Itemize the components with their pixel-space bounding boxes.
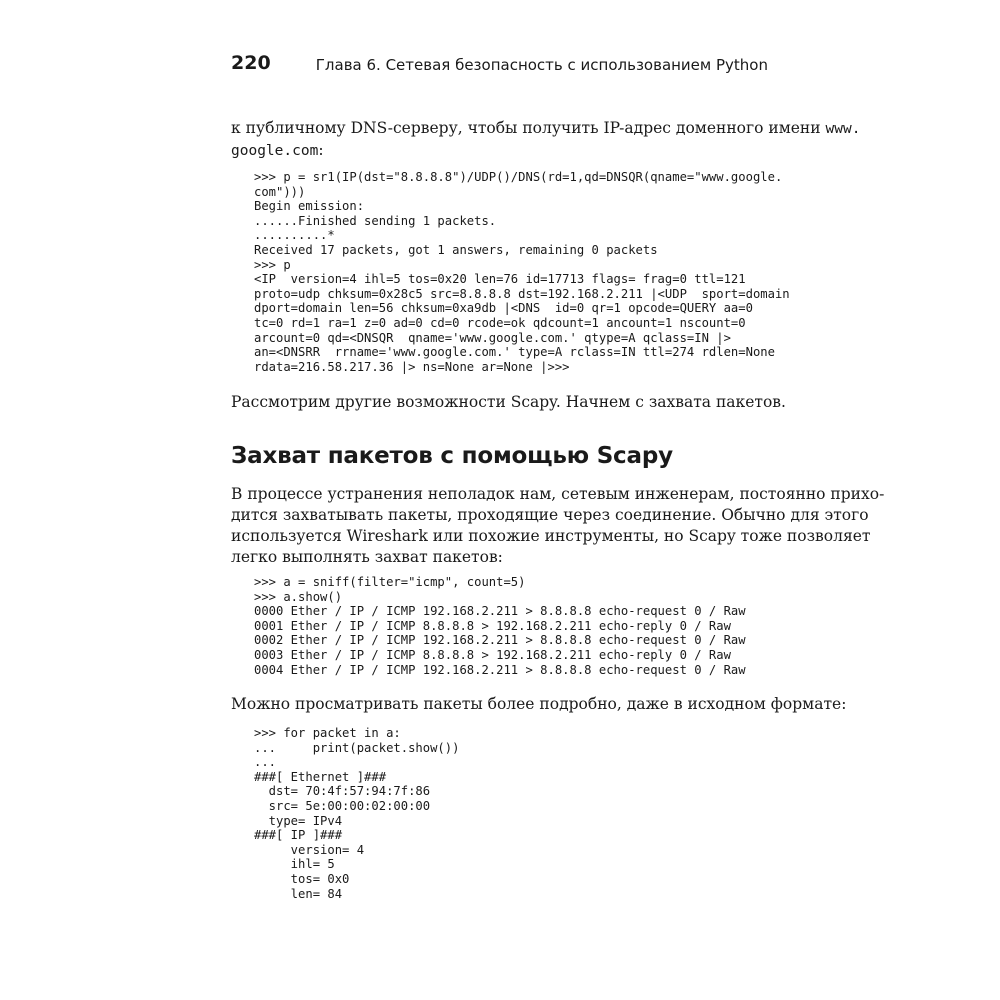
code-line: 0000 Ether / IP / ICMP 192.168.2.211 > 8.8.8.8 echo-request 0 / Raw (254, 604, 746, 619)
code-line: tc=0 rd=1 ra=1 z=0 ad=0 cd=0 rcode=ok qdcount=1 ancount=1 nscount=0 (254, 315, 746, 330)
code-line: >>> a = sniff(filter="icmp", count=5) (254, 575, 526, 589)
code-line: >>> p (254, 257, 291, 272)
intro-paragraph (231, 118, 861, 162)
code-line: 0003 Ether / IP / ICMP 8.8.8.8 > 192.168.2.211 echo-reply 0 / Raw (254, 647, 731, 662)
inline-code-domain-part1: www. (825, 121, 861, 137)
code-line: dport=domain len=56 chksum=0xa9db |<DNS id=0 qr=1 opcode=QUERY aa=0 (254, 301, 753, 316)
code-line: type= IPv4 (254, 813, 343, 828)
code-line: com"))) (254, 184, 306, 199)
section-paragraph-line: В процессе устранения неполадок нам, сетевым инженерам, постоянно прихо- (231, 485, 885, 503)
code-line: 0004 Ether / IP / ICMP 192.168.2.211 > 8.8.8.8 echo-request 0 / Raw (254, 662, 746, 677)
code-line: src= 5e:00:00:02:00:00 (254, 798, 431, 813)
section-heading: Захват пакетов с помощью Scapy (231, 443, 673, 469)
code-line: ###[ Ethernet ]### (254, 769, 387, 784)
code-line: Received 17 packets, got 1 answers, remaining 0 packets (254, 242, 658, 257)
paragraph-scapy-capabilities (231, 392, 786, 413)
paragraph-detailed-view (231, 694, 847, 715)
inline-code-domain-part2: google.com (231, 143, 319, 159)
code-line: ......Finished sending 1 packets. (254, 213, 497, 228)
intro-line-1 (231, 118, 861, 140)
code-line: arcount=0 qd=<DNSQR qname='www.google.com.' qtype=A qclass=IN |> (254, 330, 731, 345)
code-block-sniff (254, 575, 746, 677)
section-paragraph-line: используется Wireshark или похожие инструменты, но Scapy тоже позволяет (231, 527, 871, 545)
intro-tail: : (318, 141, 324, 159)
intro-text: к публичному DNS-серверу, чтобы получить IP-адрес доменного имени (231, 119, 826, 137)
intro-line-2 (231, 140, 771, 162)
code-line: >>> a.show() (254, 589, 343, 604)
code-line: Begin emission: (254, 199, 365, 214)
code-line: 0002 Ether / IP / ICMP 192.168.2.211 > 8.8.8.8 echo-request 0 / Raw (254, 633, 746, 648)
code-line: dst= 70:4f:57:94:7f:86 (254, 784, 431, 799)
code-line: ... print(packet.show()) (254, 740, 460, 755)
code-line: version= 4 (254, 842, 365, 857)
code-line: ..........* (254, 228, 335, 243)
paragraph-line: Можно просматривать пакеты более подробно, даже в исходном формате: (231, 695, 847, 713)
code-block-packet-show (254, 726, 459, 901)
code-line: tos= 0x0 (254, 871, 350, 886)
code-line: ###[ IP ]### (254, 828, 343, 843)
code-line: >>> p = sr1(IP(dst="8.8.8.8")/UDP()/DNS(rd=1,qd=DNSQR(qname="www.google. (254, 170, 783, 184)
code-line: proto=udp chksum=0x28c5 src=8.8.8.8 dst=192.168.2.211 |<UDP sport=domain (254, 286, 790, 301)
code-line: 0001 Ether / IP / ICMP 8.8.8.8 > 192.168.2.211 echo-reply 0 / Raw (254, 618, 731, 633)
code-line: an=<DNSRR rrname='www.google.com.' type=A rclass=IN ttl=274 rdlen=None (254, 345, 775, 360)
code-line: >>> for packet in a: (254, 726, 401, 740)
section-paragraph-line: дится захватывать пакеты, проходящие через соединение. Обычно для этого (231, 506, 869, 524)
code-line: <IP version=4 ihl=5 tos=0x20 len=76 id=17713 flags= frag=0 ttl=121 (254, 272, 746, 287)
page-number: 220 (231, 52, 271, 74)
section-paragraph (231, 484, 885, 568)
code-line: ihl= 5 (254, 857, 335, 872)
code-line: ... (254, 755, 277, 770)
code-line: len= 84 (254, 886, 343, 901)
code-block-dns-query (254, 170, 790, 374)
paragraph-line: Рассмотрим другие возможности Scapy. Начнем с захвата пакетов. (231, 393, 786, 411)
code-line: rdata=216.58.217.36 |> ns=None ar=None |>>> (254, 359, 570, 374)
running-head: Глава 6. Сетевая безопасность с использованием Python (315, 56, 768, 74)
section-paragraph-line: легко выполнять захват пакетов: (231, 548, 503, 566)
